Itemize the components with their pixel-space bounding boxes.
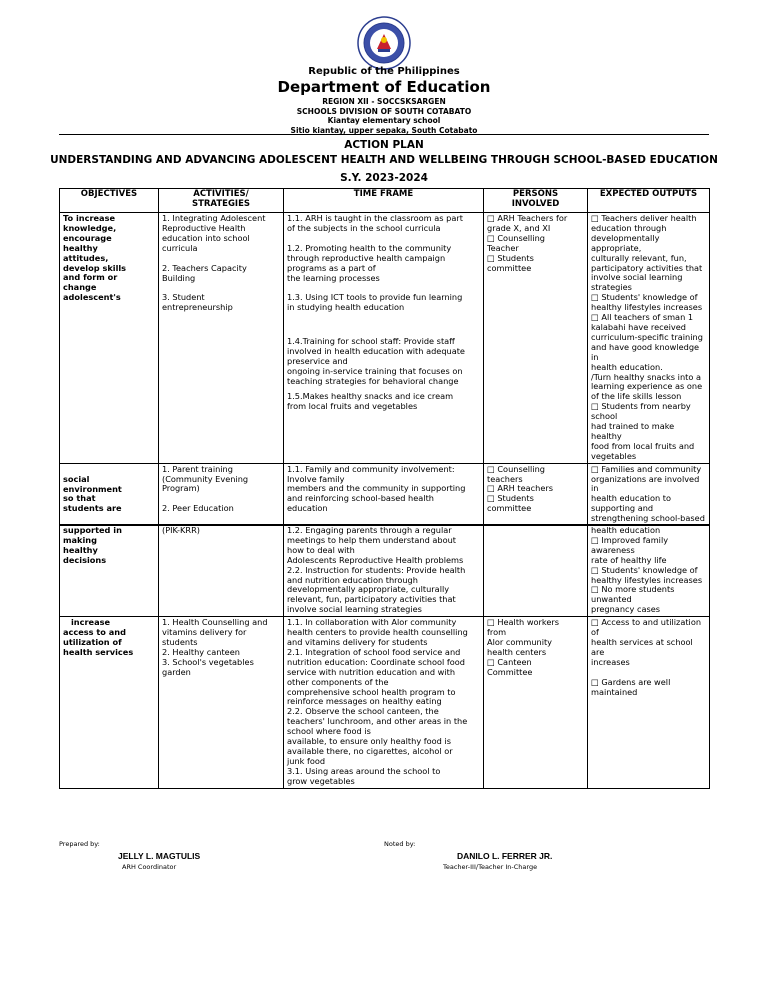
persons-cell: □ Counselling teachers □ ARH teachers □ Students committee [484, 463, 588, 525]
persons-cell: □ ARH Teachers for grade X, and XI □ Counselling Teacher □ Students committee [484, 213, 588, 464]
header-activities: ACTIVITIES/ STRATEGIES [159, 189, 284, 213]
school-year: S.Y. 2023-2024 [340, 172, 428, 184]
persons-cell: □ Health workers from Alor community health centers □ Canteen Committee [484, 617, 588, 789]
prepared-by-title: ARH Coordinator [122, 863, 177, 871]
program-title: UNDERSTANDING AND ADVANCING ADOLESCENT HEALTH AND WELLBEING THROUGH SCHOOL-BASED EDUCATION [50, 154, 718, 166]
timeframe-cell: 1.2. Engaging parents through a regular meetings to help them understand about how to deal with Adolescents Reproductive Health problems 2.2. Instruction for students: Provide health and nutrition education through developmentally appropriate, culturally relevant, fun, participatory activities that involve social learning strategies [284, 525, 484, 617]
division-line: SCHOOLS DIVISION OF SOUTH COTABATO [296, 106, 472, 116]
noted-by-name: DANILO L. FERRER JR. [457, 851, 553, 861]
table-row [60, 463, 710, 525]
table-row [60, 617, 710, 789]
school-line: Kiantay elementary school [327, 116, 441, 125]
objective-cell: supported in making healthy decisions [60, 525, 159, 617]
persons-cell [484, 525, 588, 617]
address-line: Sitio kiantay, upper sepaka, South Cotabato [290, 125, 478, 135]
region-line: REGION XII - SOCCSKSARGEN [322, 97, 446, 106]
table-header-row [60, 189, 710, 213]
table-row [60, 213, 710, 464]
outputs-cell: □ Teachers deliver health education through developmentally appropriate, culturally relevant, fun, participatory activities that involve social learning strategies □ Students' knowledge of healthy lifestyles increases □ All teachers of sman 1 kalabahi have received curriculum-specific training and have good knowledge in health education. /Turn healthy snacks into a learning experience as one of the life skills lesson □ Students from nearby school had trained to make healthy food from local fruits and vegetables [588, 213, 710, 464]
objective-cell: social environment so that students are [60, 463, 159, 525]
activities-cell: 1. Integrating Adolescent Reproductive Health education into school curricula 2. Teachers Capacity Building 3. Student entrepreneurship [159, 213, 284, 464]
noted-by-title: Teacher-III/Teacher In-Charge [443, 863, 538, 871]
objective-cell: To increase knowledge, encourage healthy attitudes, develop skills and form or change adolescent's [60, 213, 159, 464]
action-plan-table-page1 [59, 188, 710, 526]
action-plan-title: ACTION PLAN [344, 139, 424, 151]
objective-cell: increase access to and utilization of health services [60, 617, 159, 789]
prepared-by-name: JELLY L. MAGTULIS [118, 851, 201, 861]
republic-heading: Republic of the Philippines [308, 66, 460, 77]
activities-cell: 1. Parent training (Community Evening Program) 2. Peer Education [159, 463, 284, 525]
outputs-cell: □ Families and community organizations are involved in health education to supporting and strengthening school-based [588, 463, 710, 525]
department-heading: Department of Education [277, 78, 491, 96]
header-timeframe: TIME FRAME [284, 189, 484, 213]
outputs-cell: health education □ Improved family awareness rate of healthy life □ Students' knowledge of healthy lifestyles increases □ No more students unwanted pregnancy cases [588, 525, 710, 617]
action-plan-table-page2 [59, 524, 710, 789]
header-outputs: EXPECTED OUTPUTS [588, 189, 710, 213]
outputs-cell: □ Access to and utilization of health services at school are increases □ Gardens are well maintained [588, 617, 710, 789]
header-objectives: OBJECTIVES [60, 189, 159, 213]
noted-by-label: Noted by: [384, 840, 416, 848]
header-persons: PERSONS INVOLVED [484, 189, 588, 213]
deped-seal-logo [357, 16, 411, 70]
activities-cell: (PIK-KRR) [159, 525, 284, 617]
timeframe-cell: 1.1. ARH is taught in the classroom as part of the subjects in the school curricula 1.2. Promoting health to the community through reproductive health campaign programs as a part of the learning processes 1.3. Using ICT tools to provide fun learning in studying health education 1.4.Training for school staff: Provide staff involved in health education with adequate preservice and ongoing in-service training that focuses on teaching strategies for behavioral change 1.5.Makes healthy snacks and ice cream from local fruits and vegetables [284, 213, 484, 464]
activities-cell: 1. Health Counselling and vitamins delivery for students 2. Healthy canteen 3. School's vegetables garden [159, 617, 284, 789]
timeframe-cell: 1.1. Family and community involvement: Involve family members and the community in supporting and reinforcing school-based health education [284, 463, 484, 525]
prepared-by-label: Prepared by: [59, 840, 100, 848]
timeframe-cell: 1.1. In collaboration with Alor community health centers to provide health counselling and vitamins delivery for students 2.1. Integration of school food service and nutrition education: Coordinate school food service with nutrition education and with other components of the comprehensive school health program to reinforce messages on healthy eating 2.2. Observe the school canteen, the teachers' lunchroom, and other areas in the school where food is available, to ensure only healthy food is available there, no cigarettes, alcohol or junk food 3.1. Using areas around the school to grow vegetables [284, 617, 484, 789]
header-divider [59, 134, 709, 135]
table-row [60, 525, 710, 617]
header-details [0, 97, 768, 135]
